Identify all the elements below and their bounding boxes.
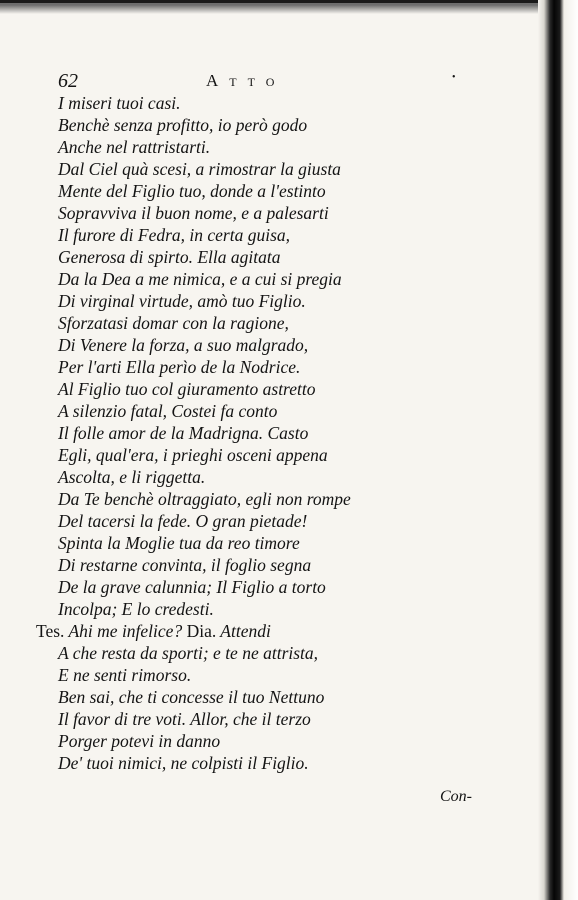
verse-line: Del tacersi la fede. O gran pietade! [58,511,308,531]
speech-text: Ahi me infelice? [68,621,183,641]
speaker-name: Dia. [186,621,217,641]
top-border [0,0,560,16]
verse-line: Di Venere la forza, a suo malgrado, [58,335,309,355]
verse-line: Benchè senza profitto, io però godo [58,115,308,135]
verse-line: De la grave calunnia; Il Figlio a torto [58,577,326,597]
catchword: Con- [440,788,472,805]
verse-line: Ascolta, e li riggetta. [58,467,206,487]
verse-line: A silenzio fatal, Costei fa conto [58,401,278,421]
running-head: Atto [206,71,286,90]
verse-line: Anche nel rattristarti. [58,137,211,157]
verse-line: Da Te benchè oltraggiato, egli non rompe [58,489,351,509]
verse-line: Di restarne convinta, il foglio segna [58,555,312,575]
speaker-name: Tes. [36,621,65,641]
verse-line: I miseri tuoi casi. [58,93,181,113]
verse-line: Da la Dea a me nimica, e a cui si pregia [58,269,342,289]
verse-line: Mente del Figlio tuo, donde a l'estinto [58,181,326,201]
page-number: 62 [58,70,78,92]
verse-line: Per l'arti Ella perìo de la Nodrice. [58,357,301,377]
verse-line: Dal Ciel quà scesi, a rimostrar la giusta [58,159,341,179]
verse-body [36,92,478,774]
verse-line: Sopravviva il buon nome, e a palesarti [58,203,329,223]
verse-line: Il favor di tre voti. Allor, che il terzo [58,709,311,729]
verse-line: Egli, qual'era, i prieghi osceni appena [58,445,328,465]
verse-line: De' tuoi nimici, ne colpisti il Figlio. [58,753,309,773]
verse-line: Il furore di Fedra, in certa guisa, [58,225,291,245]
verse-line: Incolpa; E lo credesti. [58,599,214,619]
verse-line: E ne senti rimorso. [58,665,192,685]
verse-line: Sforzatasi domar con la ragione, [58,313,289,333]
ornament: • [452,72,456,83]
speech-text: Attendi [220,621,271,641]
verse-line: Di virginal virtude, amò tuo Figlio. [58,291,306,311]
verse-line: Generosa di spirto. Ella agitata [58,247,281,267]
verse-line: A che resta da sporti; e te ne attrista, [58,643,319,663]
verse-line: Porger potevi in danno [58,731,221,751]
page-edge [538,0,578,900]
verse-line: Ben sai, che ti concesse il tuo Nettuno [58,687,325,707]
verse-line: Al Figlio tuo col giuramento astretto [58,379,316,399]
speaker-line [36,620,478,642]
verse-line: Spinta la Moglie tua da reo timore [58,533,300,553]
verse-line: Il folle amor de la Madrigna. Casto [58,423,309,443]
